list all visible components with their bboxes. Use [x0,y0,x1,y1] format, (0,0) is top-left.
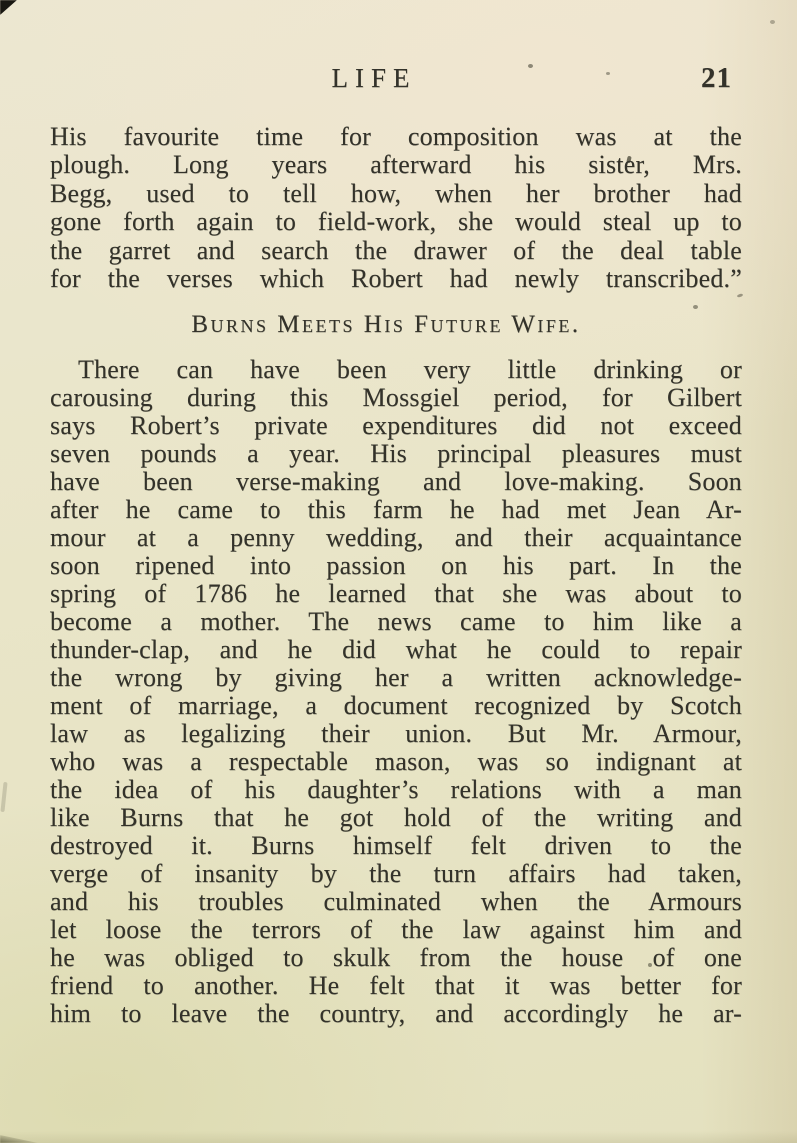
text-line: let loose the terrors of the law against him and [50,915,742,945]
text-line: plough. Long years afterward his sister, Mrs. [50,150,742,180]
text-line: ment of marriage, a document recognized by Scotch [50,691,742,721]
text-line: who was a respectable mason, was so indignant at [50,747,742,777]
text-line: Begg, used to tell how, when her brother had [50,178,742,208]
page-number: 21 [701,62,732,94]
text-line: mour at a penny wedding, and their acquaintance [50,523,742,553]
page-text-block [50,123,742,1028]
text-line: him to leave the country, and accordingly he ar- [50,999,742,1029]
scan-corner-artifact-bottom-left [0,1135,38,1143]
text-line: and his troubles culminated when the Armours [50,887,742,917]
section-heading: Burns Meets His Future Wife. [191,311,581,339]
text-line: soon ripened into passion on his part. In the [50,551,742,581]
text-line: he was obliged to skulk from the house of one [50,943,742,973]
text-line: have been verse-making and love-making. Soon [50,467,742,497]
ink-speck [770,20,775,24]
text-line: thunder-clap, and he did what he could to repair [50,635,742,665]
text-line: seven pounds a year. His principal pleasures must [50,439,742,469]
text-line: like Burns that he got hold of the writing and [50,803,742,833]
text-line: the garret and search the drawer of the deal table [50,235,742,265]
paragraph-burns-meets-wife [50,356,742,1028]
paragraph-continuation [50,123,742,293]
text-line: verge of insanity by the turn affairs had taken, [50,859,742,889]
text-line: spring of 1786 he learned that she was about to [50,579,742,609]
text-line: His favourite time for composition was at the [50,122,742,151]
text-line: carousing during this Mossgiel period, for Gilbert [50,383,742,413]
text-line: gone forth again to field-work, she would steal up to [50,207,742,237]
text-line: destroyed it. Burns himself felt driven to the [50,831,742,861]
text-line: the wrong by giving her a written acknowledge- [50,663,742,693]
text-line: friend to another. He felt that it was better for [50,971,742,1001]
text-line: There can have been very little drinking or [78,355,742,385]
ink-speck [0,782,7,812]
text-line: the idea of his daughter’s relations with a man [50,775,742,805]
text-line: says Robert’s private expenditures did not exceed [50,411,742,441]
text-line: after he came to this farm he had met Jean Ar- [50,495,742,525]
text-line: for the verses which Robert had newly transcribed.” [50,264,742,294]
scan-corner-artifact-top-left [0,0,17,15]
running-title: LIFE [331,63,417,93]
text-line: law as legalizing their union. But Mr. Armour, [50,719,742,749]
running-header [50,58,742,98]
text-line: become a mother. The news came to him like a [50,607,742,637]
